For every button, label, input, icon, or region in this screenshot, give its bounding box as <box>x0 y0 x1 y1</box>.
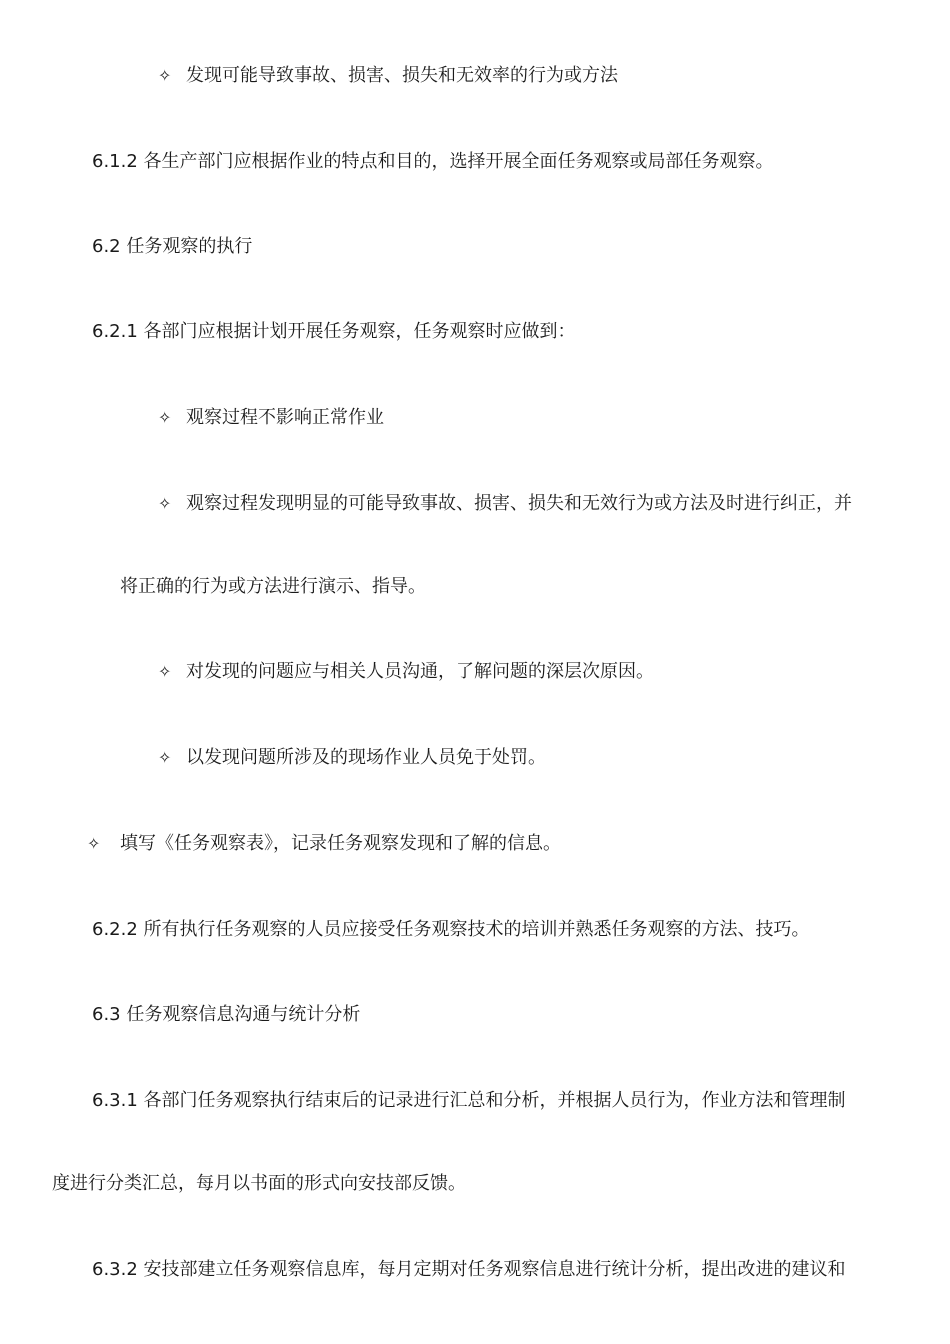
heading-text: 6.2 任务观察的执行 <box>92 236 253 257</box>
paragraph-text: 度进行分类汇总，每月以书面的形式向安技部反馈。 <box>52 1173 466 1194</box>
paragraph-text: 6.1.2 各生产部门应根据作业的特点和目的，选择开展全面任务观察或局部任务观察。 <box>92 151 774 172</box>
bullet-text: 对发现的问题应与相关人员沟通，了解问题的深层次原因。 <box>186 661 654 682</box>
paragraph-text: 6.3.2 安技部建立任务观察信息库，每月定期对任务观察信息进行统计分析，提出改进的建议和 <box>92 1259 846 1280</box>
heading-text: 6.3 任务观察信息沟通与统计分析 <box>92 1004 361 1025</box>
bullet-item <box>158 660 654 684</box>
section-heading-6-2 <box>92 235 252 259</box>
clause-6-2-2 <box>92 918 810 942</box>
clause-6-1-2 <box>92 150 774 174</box>
clause-6-3-2 <box>92 1258 846 1282</box>
bullet-item <box>158 406 384 430</box>
bullet-icon: ✧ <box>158 66 172 85</box>
clause-6-3-1 <box>92 1089 846 1113</box>
bullet-item <box>158 492 852 516</box>
bullet-icon: ✧ <box>158 494 172 513</box>
paragraph-text: 6.2.1 各部门应根据计划开展任务观察，任务观察时应做到： <box>92 321 576 342</box>
section-heading-6-3 <box>92 1003 360 1027</box>
bullet-icon: ✧ <box>87 834 101 853</box>
bullet-continuation <box>120 575 426 599</box>
clause-6-2-1 <box>92 320 576 344</box>
bullet-text: 观察过程发现明显的可能导致事故、损害、损失和无效行为或方法及时进行纠正，并 <box>186 493 852 514</box>
bullet-item <box>158 746 546 770</box>
bullet-text: 以发现问题所涉及的现场作业人员免于处罚。 <box>186 747 546 768</box>
bullet-icon: ✧ <box>158 408 172 427</box>
paragraph-text: 6.2.2 所有执行任务观察的人员应接受任务观察技术的培训并熟悉任务观察的方法、技巧。 <box>92 919 810 940</box>
bullet-text: 观察过程不影响正常作业 <box>186 407 384 428</box>
bullet-text: 填写《任务观察表》，记录任务观察发现和了解的信息。 <box>120 833 561 854</box>
bullet-icon: ✧ <box>158 748 172 767</box>
bullet-text: 发现可能导致事故、损害、损失和无效率的行为或方法 <box>186 65 618 86</box>
bullet-icon: ✧ <box>158 662 172 681</box>
bullet-item <box>87 832 561 856</box>
paragraph-text: 将正确的行为或方法进行演示、指导。 <box>120 576 426 597</box>
clause-6-3-1-continuation <box>52 1172 466 1196</box>
paragraph-text: 6.3.1 各部门任务观察执行结束后的记录进行汇总和分析，并根据人员行为，作业方法和管理制 <box>92 1090 846 1111</box>
bullet-item <box>158 64 618 88</box>
